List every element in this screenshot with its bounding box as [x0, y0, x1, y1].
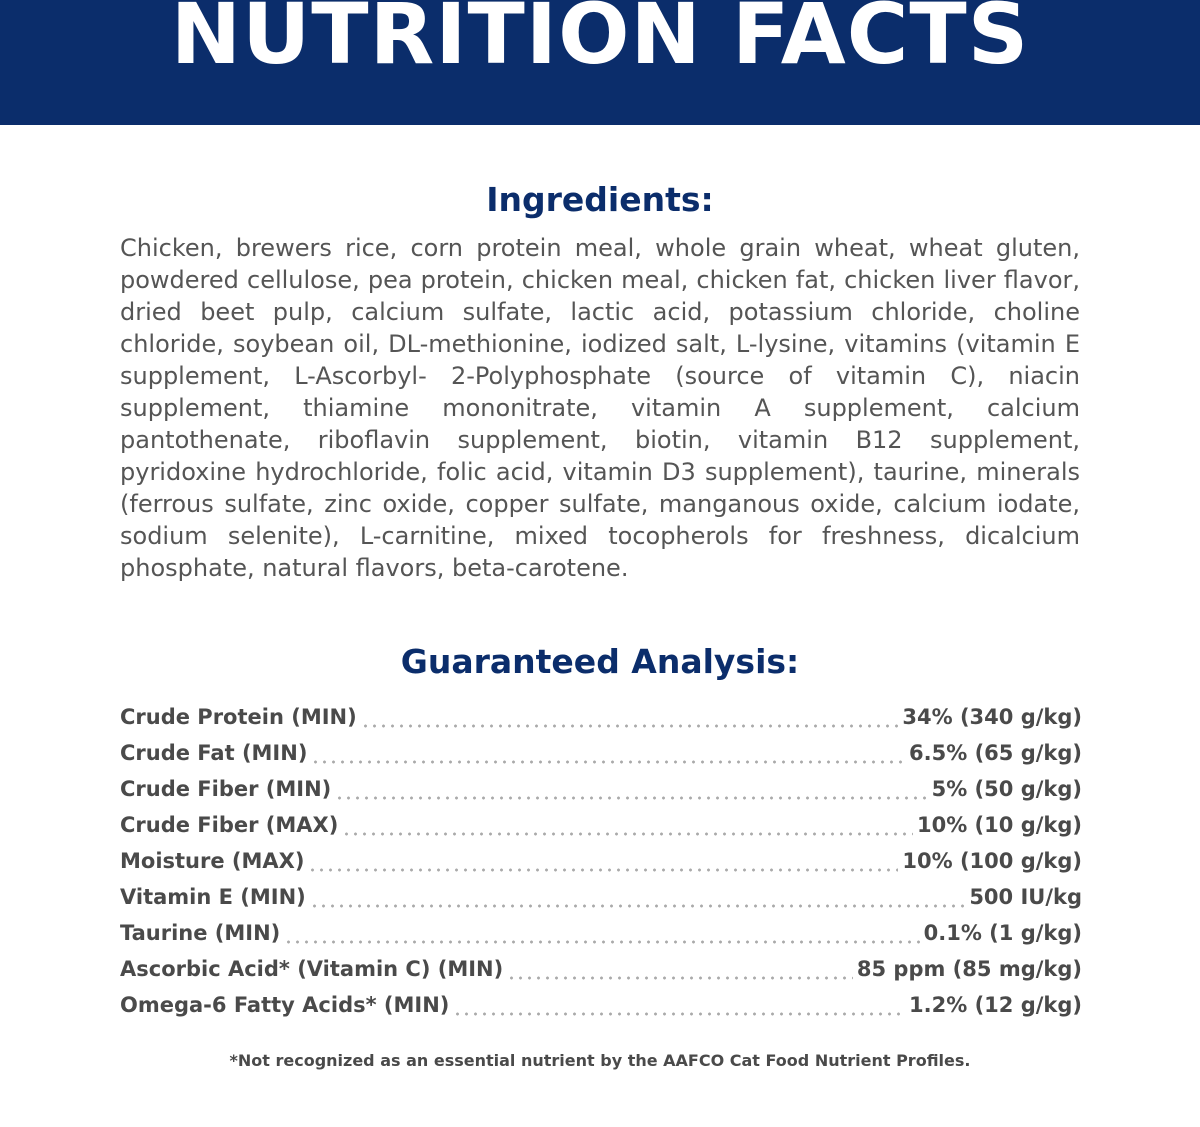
analysis-row-ascorbic-acid-min	[120, 951, 1082, 987]
analysis-label: Taurine (MIN)	[120, 921, 281, 945]
analysis-label: Vitamin E (MIN)	[120, 885, 306, 909]
analysis-row-crude-protein-min	[120, 699, 1082, 735]
ingredients-heading: Ingredients:	[486, 180, 714, 219]
analysis-label: Crude Fiber (MIN)	[120, 777, 332, 801]
analysis-value: 1.2% (12 g/kg)	[909, 993, 1082, 1017]
analysis-value: 10% (10 g/kg)	[916, 813, 1082, 837]
page-title: NUTRITION FACTS	[170, 0, 1030, 83]
analysis-value: 500 IU/kg	[969, 885, 1082, 909]
dot-leader	[361, 724, 899, 728]
analysis-value: 0.1% (1 g/kg)	[923, 921, 1082, 945]
dot-leader	[453, 1012, 905, 1016]
analysis-row-crude-fiber-min	[120, 771, 1082, 807]
dot-leader	[507, 976, 853, 980]
analysis-row-omega-6-min	[120, 987, 1082, 1023]
analysis-row-crude-fiber-max	[120, 807, 1082, 843]
guaranteed-analysis-list	[120, 699, 1082, 1023]
footnote: *Not recognized as an essential nutrient by the AAFCO Cat Food Nutrient Profiles.	[229, 1051, 971, 1070]
dot-leader	[310, 904, 966, 908]
dot-leader	[284, 940, 919, 944]
analysis-value: 5% (50 g/kg)	[931, 777, 1082, 801]
analysis-label: Omega-6 Fatty Acids* (MIN)	[120, 993, 450, 1017]
analysis-value: 34% (340 g/kg)	[902, 705, 1082, 729]
dot-leader	[335, 796, 927, 800]
dot-leader	[311, 760, 905, 764]
dot-leader	[342, 832, 913, 836]
analysis-value: 6.5% (65 g/kg)	[909, 741, 1082, 765]
header-band	[0, 0, 1200, 125]
analysis-row-crude-fat-min	[120, 735, 1082, 771]
analysis-label: Ascorbic Acid* (Vitamin C) (MIN)	[120, 957, 504, 981]
ingredients-text: Chicken, brewers rice, corn protein meal, whole grain wheat, wheat gluten, powdered cellulose, pea protein, chicken meal, chicken fat, chicken liver flavor, dried beet pulp, calcium sulfate, lactic acid, potassium chloride, choline chloride, soybean oil, DL-methionine, iodized salt, L-lysine, vitamins (vitamin E supplement, L-Ascorbyl- 2-Polyphosphate (source of vitamin C), niacin supplement, thiamine mononitrate, vitamin A supplement, calcium pantothenate, riboflavin supplement, biotin, vitamin B12 supplement, pyridoxine hydrochloride, folic acid, vitamin D3 supplement), taurine, minerals (ferrous sulfate, zinc oxide, copper sulfate, manganous oxide, calcium iodate, sodium selenite), L-carnitine, mixed tocopherols for freshness, dicalcium phosphate, natural flavors, beta-carotene.	[120, 234, 1080, 582]
guaranteed-analysis-heading: Guaranteed Analysis:	[400, 642, 800, 681]
analysis-label: Crude Fiber (MAX)	[120, 813, 339, 837]
analysis-label: Moisture (MAX)	[120, 849, 305, 873]
analysis-label: Crude Fat (MIN)	[120, 741, 308, 765]
analysis-value: 85 ppm (85 mg/kg)	[856, 957, 1082, 981]
analysis-label: Crude Protein (MIN)	[120, 705, 357, 729]
analysis-row-taurine-min	[120, 915, 1082, 951]
analysis-row-moisture-max	[120, 843, 1082, 879]
analysis-value: 10% (100 g/kg)	[902, 849, 1082, 873]
analysis-row-vitamin-e-min	[120, 879, 1082, 915]
dot-leader	[308, 868, 898, 872]
